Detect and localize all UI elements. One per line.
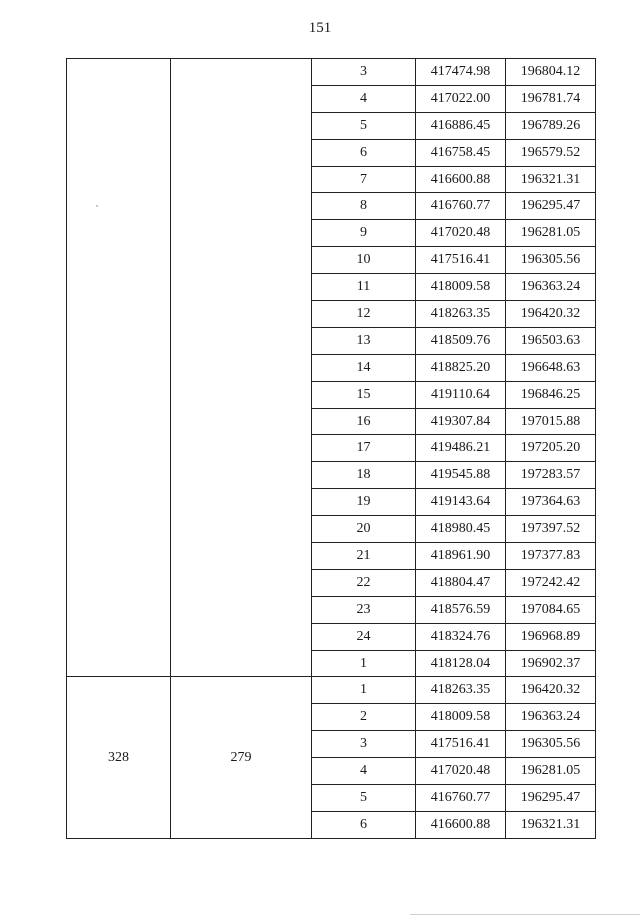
point-number-cell: 4 bbox=[312, 85, 416, 112]
point-number-cell: 13 bbox=[312, 327, 416, 354]
x-coordinate-cell: 416760.77 bbox=[416, 785, 506, 812]
y-coordinate-cell: 196503.63 bbox=[506, 327, 596, 354]
x-coordinate-cell: 419143.64 bbox=[416, 489, 506, 516]
point-number-cell: 6 bbox=[312, 811, 416, 838]
x-coordinate-cell: 418576.59 bbox=[416, 596, 506, 623]
point-number-cell: 2 bbox=[312, 704, 416, 731]
y-coordinate-cell: 196305.56 bbox=[506, 247, 596, 274]
y-coordinate-cell: 196420.32 bbox=[506, 677, 596, 704]
x-coordinate-cell: 417020.48 bbox=[416, 758, 506, 785]
point-number-cell: 16 bbox=[312, 408, 416, 435]
x-coordinate-cell: 416760.77 bbox=[416, 193, 506, 220]
y-coordinate-cell: 196305.56 bbox=[506, 731, 596, 758]
y-coordinate-cell: 196579.52 bbox=[506, 139, 596, 166]
plot-number-cell bbox=[171, 59, 312, 677]
point-number-cell: 5 bbox=[312, 785, 416, 812]
point-number-cell: 17 bbox=[312, 435, 416, 462]
point-number-cell: 18 bbox=[312, 462, 416, 489]
x-coordinate-cell: 419486.21 bbox=[416, 435, 506, 462]
y-coordinate-cell: 196321.31 bbox=[506, 166, 596, 193]
y-coordinate-cell: 197377.83 bbox=[506, 543, 596, 570]
x-coordinate-cell: 417020.48 bbox=[416, 220, 506, 247]
y-coordinate-cell: 197283.57 bbox=[506, 462, 596, 489]
y-coordinate-cell: 197397.52 bbox=[506, 516, 596, 543]
x-coordinate-cell: 417516.41 bbox=[416, 731, 506, 758]
point-number-cell: 1 bbox=[312, 677, 416, 704]
x-coordinate-cell: 417474.98 bbox=[416, 59, 506, 86]
table-row bbox=[67, 59, 596, 86]
y-coordinate-cell: 196281.05 bbox=[506, 758, 596, 785]
y-coordinate-cell: 196295.47 bbox=[506, 193, 596, 220]
point-number-cell: 21 bbox=[312, 543, 416, 570]
point-number-cell: 3 bbox=[312, 59, 416, 86]
point-number-cell: 12 bbox=[312, 301, 416, 328]
point-number-cell: 11 bbox=[312, 274, 416, 301]
scan-artifact-line bbox=[410, 914, 640, 915]
point-number-cell: 5 bbox=[312, 112, 416, 139]
x-coordinate-cell: 418263.35 bbox=[416, 677, 506, 704]
y-coordinate-cell: 197205.20 bbox=[506, 435, 596, 462]
y-coordinate-cell: 196420.32 bbox=[506, 301, 596, 328]
y-coordinate-cell: 196968.89 bbox=[506, 623, 596, 650]
x-coordinate-cell: 418128.04 bbox=[416, 650, 506, 677]
parcel-number-cell: 328 bbox=[67, 677, 171, 838]
point-number-cell: 14 bbox=[312, 354, 416, 381]
x-coordinate-cell: 418263.35 bbox=[416, 301, 506, 328]
x-coordinate-cell: 417516.41 bbox=[416, 247, 506, 274]
point-number-cell: 9 bbox=[312, 220, 416, 247]
y-coordinate-cell: 196295.47 bbox=[506, 785, 596, 812]
point-number-cell: 6 bbox=[312, 139, 416, 166]
x-coordinate-cell: 419307.84 bbox=[416, 408, 506, 435]
x-coordinate-cell: 418961.90 bbox=[416, 543, 506, 570]
x-coordinate-cell: 419545.88 bbox=[416, 462, 506, 489]
x-coordinate-cell: 418509.76 bbox=[416, 327, 506, 354]
y-coordinate-cell: 196804.12 bbox=[506, 59, 596, 86]
table-row bbox=[67, 677, 596, 704]
coordinates-table-body bbox=[67, 59, 596, 839]
point-number-cell: 22 bbox=[312, 569, 416, 596]
x-coordinate-cell: 418324.76 bbox=[416, 623, 506, 650]
point-number-cell: 4 bbox=[312, 758, 416, 785]
point-number-cell: 1 bbox=[312, 650, 416, 677]
x-coordinate-cell: 416886.45 bbox=[416, 112, 506, 139]
point-number-cell: 10 bbox=[312, 247, 416, 274]
point-number-cell: 7 bbox=[312, 166, 416, 193]
scan-artifact-speck bbox=[96, 205, 98, 207]
y-coordinate-cell: 196902.37 bbox=[506, 650, 596, 677]
x-coordinate-cell: 418804.47 bbox=[416, 569, 506, 596]
y-coordinate-cell: 197015.88 bbox=[506, 408, 596, 435]
y-coordinate-cell: 196363.24 bbox=[506, 704, 596, 731]
point-number-cell: 8 bbox=[312, 193, 416, 220]
y-coordinate-cell: 196648.63 bbox=[506, 354, 596, 381]
x-coordinate-cell: 418825.20 bbox=[416, 354, 506, 381]
y-coordinate-cell: 196281.05 bbox=[506, 220, 596, 247]
point-number-cell: 19 bbox=[312, 489, 416, 516]
y-coordinate-cell: 196789.26 bbox=[506, 112, 596, 139]
y-coordinate-cell: 197364.63 bbox=[506, 489, 596, 516]
x-coordinate-cell: 417022.00 bbox=[416, 85, 506, 112]
parcel-number-cell bbox=[67, 59, 171, 677]
y-coordinate-cell: 196781.74 bbox=[506, 85, 596, 112]
point-number-cell: 15 bbox=[312, 381, 416, 408]
x-coordinate-cell: 418980.45 bbox=[416, 516, 506, 543]
y-coordinate-cell: 196363.24 bbox=[506, 274, 596, 301]
x-coordinate-cell: 418009.58 bbox=[416, 274, 506, 301]
y-coordinate-cell: 196321.31 bbox=[506, 811, 596, 838]
plot-number-cell: 279 bbox=[171, 677, 312, 838]
y-coordinate-cell: 197242.42 bbox=[506, 569, 596, 596]
point-number-cell: 23 bbox=[312, 596, 416, 623]
page-number: 151 bbox=[308, 20, 332, 36]
x-coordinate-cell: 418009.58 bbox=[416, 704, 506, 731]
x-coordinate-cell: 416758.45 bbox=[416, 139, 506, 166]
coordinates-table bbox=[66, 58, 596, 839]
y-coordinate-cell: 197084.65 bbox=[506, 596, 596, 623]
point-number-cell: 3 bbox=[312, 731, 416, 758]
x-coordinate-cell: 416600.88 bbox=[416, 166, 506, 193]
x-coordinate-cell: 419110.64 bbox=[416, 381, 506, 408]
x-coordinate-cell: 416600.88 bbox=[416, 811, 506, 838]
y-coordinate-cell: 196846.25 bbox=[506, 381, 596, 408]
point-number-cell: 20 bbox=[312, 516, 416, 543]
point-number-cell: 24 bbox=[312, 623, 416, 650]
